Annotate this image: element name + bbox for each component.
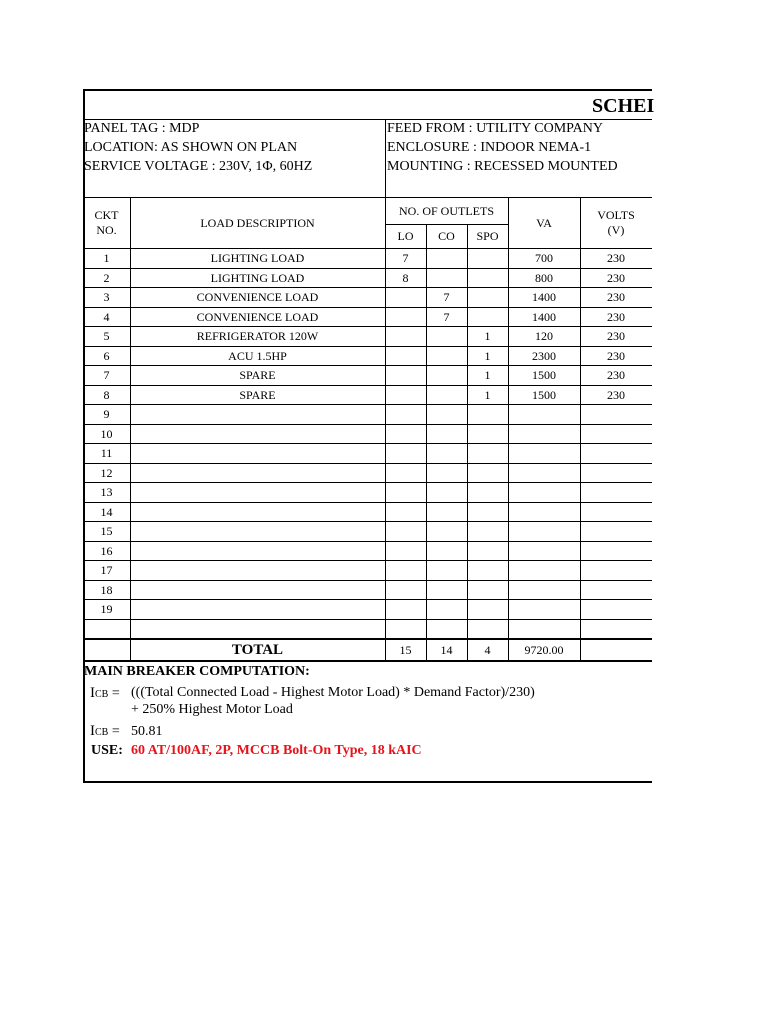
top-border bbox=[83, 89, 652, 91]
table-row-line bbox=[83, 404, 652, 405]
table-cell-ckt: 1 bbox=[103, 251, 110, 265]
table-row-line bbox=[83, 463, 652, 464]
total-co: 14 bbox=[440, 643, 453, 657]
table-row-line bbox=[83, 326, 652, 327]
panel-schedule-sheet bbox=[83, 89, 655, 782]
table-row-line bbox=[83, 521, 652, 522]
table-cell-va: 700 bbox=[535, 251, 553, 265]
table-cell-spo: 1 bbox=[484, 387, 491, 402]
table-cell-va: 1500 bbox=[532, 368, 556, 382]
table-row-line bbox=[83, 482, 652, 483]
table-row-line bbox=[83, 424, 652, 425]
table-cell-va: 2300 bbox=[532, 348, 556, 363]
table-cell-ckt: 3 bbox=[103, 290, 110, 304]
total-spo: 4 bbox=[484, 643, 491, 657]
table-cell-ckt: 19 bbox=[100, 602, 113, 616]
table-row-line bbox=[83, 268, 652, 269]
table-cell-ckt: 7 bbox=[103, 368, 110, 382]
table-cell-spo: 1 bbox=[484, 368, 491, 382]
table-row-line bbox=[83, 443, 652, 444]
location: LOCATION: AS SHOWN ON PLAN bbox=[84, 140, 298, 155]
table-cell-va: 120 bbox=[535, 329, 553, 343]
header-bottom-line bbox=[83, 248, 652, 249]
table-cell-co: 7 bbox=[443, 309, 450, 324]
icb-label-2: ICB = bbox=[90, 723, 120, 739]
icb-result: 50.81 bbox=[131, 724, 163, 739]
table-row-line bbox=[83, 502, 652, 503]
table-cell-va: 1400 bbox=[532, 290, 556, 304]
table-cell-ckt: 10 bbox=[100, 426, 113, 441]
table-cell-desc: SPARE bbox=[239, 368, 276, 382]
va-header: VA bbox=[536, 216, 552, 230]
table-cell-va: 1400 bbox=[532, 309, 556, 324]
feed-from: FEED FROM : UTILITY COMPANY bbox=[387, 121, 603, 136]
title-divider bbox=[83, 119, 652, 120]
schedule-title: SCHEI bbox=[592, 95, 655, 117]
table-cell-ckt: 9 bbox=[103, 407, 110, 421]
outlets-header: NO. OF OUTLETS bbox=[399, 204, 494, 218]
outlets-header-divider bbox=[385, 224, 508, 225]
table-cell-desc: LIGHTING LOAD bbox=[210, 251, 305, 265]
table-cell-ckt: 6 bbox=[103, 348, 110, 363]
table-row-line bbox=[83, 580, 652, 581]
table-cell-ckt: 16 bbox=[100, 543, 113, 558]
table-cell-volts: 230 bbox=[607, 290, 625, 304]
mounting: MOUNTING : RECESSED MOUNTED bbox=[387, 159, 618, 174]
table-cell-ckt: 17 bbox=[100, 563, 113, 577]
table-cell-desc: SPARE bbox=[239, 387, 276, 402]
table-cell-lo: 7 bbox=[402, 251, 409, 265]
table-row-line bbox=[83, 346, 652, 347]
table-cell-desc: REFRIGERATOR 120W bbox=[196, 329, 319, 343]
table-cell-spo: 1 bbox=[484, 329, 491, 343]
col-divider-ckt bbox=[130, 197, 131, 660]
table-cell-ckt: 4 bbox=[103, 309, 110, 324]
load-description-header: LOAD DESCRIPTION bbox=[200, 216, 315, 230]
table-row-line bbox=[83, 560, 652, 561]
info-divider bbox=[385, 119, 386, 198]
table-row-line bbox=[83, 385, 652, 386]
table-cell-volts: 230 bbox=[607, 309, 625, 324]
table-cell-ckt: 8 bbox=[103, 387, 110, 402]
icb-formula-line1: (((Total Connected Load - Highest Motor Load) * Demand Factor)/230) bbox=[131, 685, 535, 700]
table-cell-ckt: 11 bbox=[100, 446, 113, 460]
table-cell-ckt: 14 bbox=[100, 504, 113, 519]
table-cell-lo: 8 bbox=[402, 270, 409, 285]
lo-header: LO bbox=[397, 229, 414, 243]
volts-header: VOLTS bbox=[597, 208, 635, 222]
table-row-line bbox=[83, 619, 652, 620]
bottom-border bbox=[83, 781, 652, 783]
table-cell-volts: 230 bbox=[607, 348, 625, 363]
table-cell-ckt: 12 bbox=[100, 465, 113, 480]
ckt-header: CKT bbox=[94, 208, 119, 222]
table-cell-ckt: 13 bbox=[100, 485, 113, 499]
spo-header: SPO bbox=[476, 229, 499, 243]
table-cell-volts: 230 bbox=[607, 387, 625, 402]
table-cell-ckt: 18 bbox=[100, 582, 113, 597]
table-row-line bbox=[83, 541, 652, 542]
total-top-line bbox=[83, 638, 652, 640]
table-cell-volts: 230 bbox=[607, 270, 625, 285]
table-cell-volts: 230 bbox=[607, 329, 625, 343]
table-row-line bbox=[83, 307, 652, 308]
co-header: CO bbox=[438, 229, 455, 243]
table-cell-desc: CONVENIENCE LOAD bbox=[196, 309, 319, 324]
main-breaker-title: MAIN BREAKER COMPUTATION: bbox=[84, 664, 310, 679]
total-va: 9720.00 bbox=[524, 643, 564, 657]
col-divider-lo bbox=[426, 224, 427, 660]
col-divider-co bbox=[467, 224, 468, 660]
table-cell-desc: ACU 1.5HP bbox=[228, 348, 287, 363]
use-value: 60 AT/100AF, 2P, MCCB Bolt-On Type, 18 kAIC bbox=[131, 743, 422, 758]
table-cell-desc: CONVENIENCE LOAD bbox=[196, 290, 319, 304]
volts-header-2: (V) bbox=[607, 223, 625, 237]
col-divider-va bbox=[580, 197, 581, 660]
table-cell-desc: LIGHTING LOAD bbox=[210, 270, 305, 285]
icb-label-1: ICB = bbox=[90, 685, 120, 701]
ckt-header-2: NO. bbox=[96, 223, 117, 237]
total-lo: 15 bbox=[399, 643, 412, 657]
table-row-line bbox=[83, 365, 652, 366]
enclosure: ENCLOSURE : INDOOR NEMA-1 bbox=[387, 140, 592, 155]
total-label: TOTAL bbox=[231, 642, 284, 658]
icb-formula-line2: + 250% Highest Motor Load bbox=[131, 702, 293, 717]
col-divider-desc bbox=[385, 197, 386, 660]
total-bottom-line bbox=[83, 660, 652, 662]
info-bottom-divider bbox=[83, 197, 652, 198]
table-row-line bbox=[83, 599, 652, 600]
table-cell-volts: 230 bbox=[607, 251, 625, 265]
table-cell-ckt: 5 bbox=[103, 329, 110, 343]
table-cell-volts: 230 bbox=[607, 368, 625, 382]
service-voltage: SERVICE VOLTAGE : 230V, 1Φ, 60HZ bbox=[84, 159, 313, 174]
table-cell-spo: 1 bbox=[484, 348, 491, 363]
col-divider-spo bbox=[508, 197, 509, 660]
panel-tag: PANEL TAG : MDP bbox=[84, 121, 200, 136]
table-cell-va: 1500 bbox=[532, 387, 556, 402]
table-cell-ckt: 15 bbox=[100, 524, 113, 538]
table-cell-co: 7 bbox=[443, 290, 450, 304]
table-cell-va: 800 bbox=[535, 270, 553, 285]
table-row-line bbox=[83, 287, 652, 288]
use-label: USE: bbox=[91, 743, 123, 758]
table-cell-ckt: 2 bbox=[103, 270, 110, 285]
